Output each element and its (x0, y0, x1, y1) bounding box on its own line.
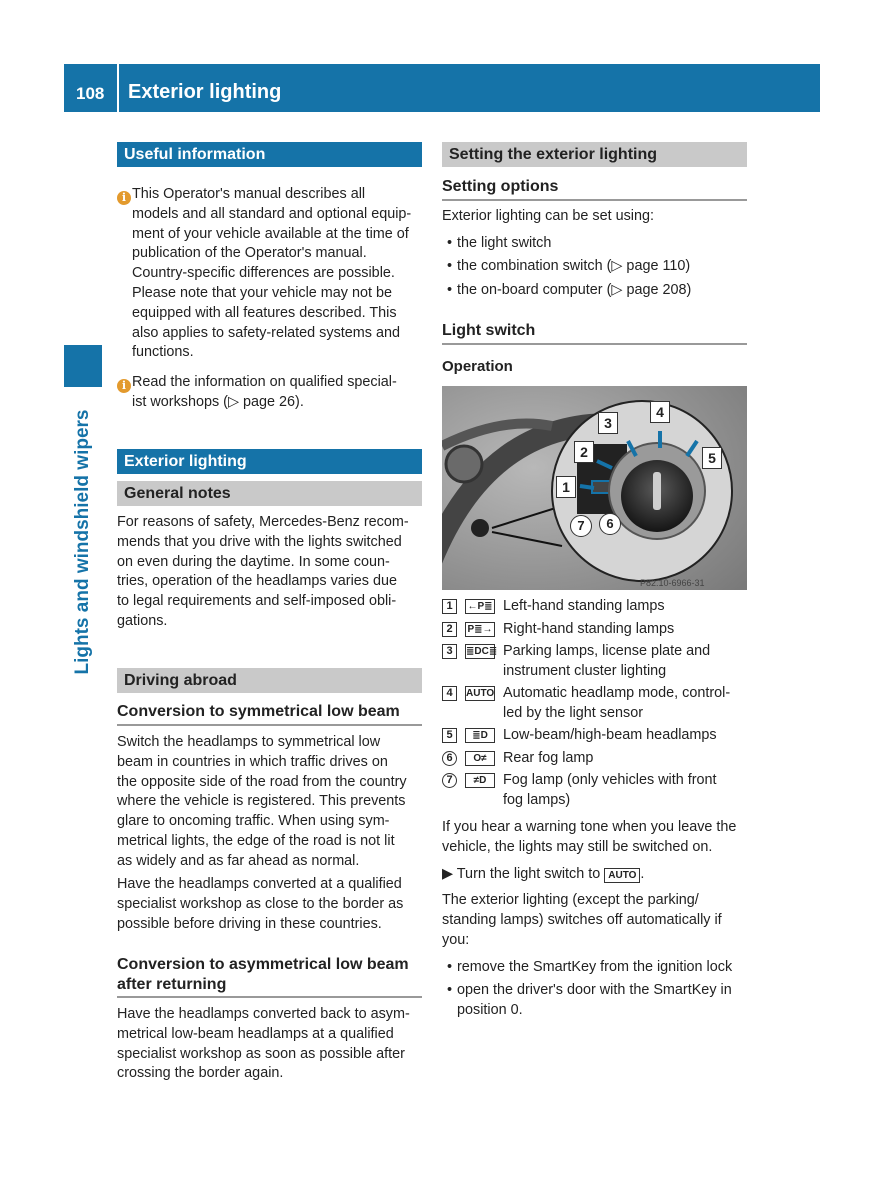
text-line: beam in countries in which traffic drives on (117, 753, 388, 770)
text-line: functions. (132, 344, 194, 361)
action-instruction (442, 865, 747, 885)
setting-bullet: • the light switch (457, 234, 551, 254)
text-line: you: (442, 931, 470, 948)
callout-4: 4 (650, 401, 670, 423)
text-line: This Operator's manual describes all (132, 186, 366, 202)
text-line: the opposite side of the road from the country (117, 773, 407, 790)
legend-text: Rear fog lamp (503, 750, 594, 766)
section-rule (442, 343, 747, 345)
useful-info-heading: Useful information (117, 142, 422, 167)
text-line: specialist workshop as soon as possible after (117, 1045, 405, 1062)
auto-symbol: AUTO (604, 868, 640, 883)
light-switch-photo (442, 386, 747, 590)
setting-bullet: • the combination switch (▷ page 110) (457, 257, 690, 277)
text-line: Switch the headlamps to symmetrical low (117, 734, 381, 750)
symmetrical-heading: Conversion to symmetrical low beam (117, 703, 400, 720)
text-line: Please note that your vehicle may not be (132, 284, 392, 301)
legend-number: 4 (442, 686, 457, 701)
setting-options-heading: Setting options (442, 178, 559, 195)
light-switch-heading: Light switch (442, 322, 536, 339)
page-number: 108 (76, 84, 105, 103)
legend-number: 5 (442, 728, 457, 743)
text-line: mends that you drive with the lights switched (117, 533, 402, 550)
legend-number: 1 (442, 599, 457, 614)
legend-symbol-icon: AUTO (466, 688, 495, 699)
legend-text: Low-beam/high-beam headlamps (503, 727, 717, 743)
text-line: Have the headlamps converted back to asym- (117, 1006, 410, 1022)
photo-code: P82.10-6966-31 (640, 578, 705, 588)
symmetrical-text (117, 733, 429, 872)
asymmetrical-text (117, 1005, 429, 1084)
legend-text: Parking lamps, license plate and instrument cluster lighting (503, 643, 711, 679)
action-suffix: . (640, 866, 645, 882)
text-line: vehicle, the lights may still be switched on. (442, 838, 713, 855)
legend-symbol-icon: P≣→ (465, 622, 495, 637)
legend-text: Right-hand standing lamps (503, 621, 675, 637)
text-line: on even during the daytime. In some coun- (117, 553, 390, 570)
side-tab-marker (64, 345, 102, 387)
legend-text: Fog lamp (only vehicles with front fog lamps) (503, 772, 717, 808)
section-rule (117, 996, 422, 998)
text-line: equipped with all features described. This (132, 304, 397, 321)
operation-heading: Operation (442, 358, 513, 375)
page-title: Exterior lighting (128, 81, 282, 103)
text-line: possible before driving in these countries. (117, 915, 382, 932)
legend-number: 6 (442, 751, 457, 766)
info-note-2-text (132, 373, 427, 413)
info-note-1 (117, 185, 427, 363)
legend-symbol-icon: ≠D (465, 773, 495, 788)
text-line: also applies to safety-related systems and (132, 324, 400, 341)
text-line: specialist workshop as close to the border as (117, 895, 404, 912)
driving-abroad-heading: Driving abroad (117, 668, 422, 693)
text-line: metrical low-beam headlamps at a qualified (117, 1025, 394, 1042)
text-line: The exterior lighting (except the parking/ (442, 892, 699, 908)
callout-1: 1 (556, 476, 576, 498)
callout-5: 5 (702, 447, 722, 469)
section-rule (442, 199, 747, 201)
text-line: to legal requirements and self-imposed obli- (117, 593, 397, 610)
text-line: standing lamps) switches off automatically if (442, 911, 722, 928)
text-line: gations. (117, 612, 168, 629)
legend-symbol-icon: ≣DC≣ (466, 646, 498, 657)
info-note-1-text (132, 185, 427, 363)
info-note-2 (117, 373, 427, 413)
side-tab-label: Lights and windshield wipers (72, 409, 93, 675)
symmetrical-text-2 (117, 875, 429, 934)
text-line: tries, operation of the headlamps varies due (117, 573, 397, 590)
text-line: If you hear a warning tone when you leave the (442, 819, 737, 835)
text-line: Have the headlamps converted at a qualified (117, 876, 402, 892)
auto-off-text (442, 891, 752, 950)
callout-7: 7 (570, 515, 592, 537)
text-line: glare to oncoming traffic. When using sym- (117, 813, 390, 830)
callout-3: 3 (598, 412, 618, 434)
light-switch-illustration (442, 386, 747, 590)
legend-text: Automatic headlamp mode, control- led by the light sensor (503, 685, 731, 721)
setting-intro: Exterior lighting can be set using: (442, 208, 654, 224)
text-line: metrical lights, the edge of the road is not lit (117, 832, 395, 849)
callout-6: 6 (599, 513, 621, 535)
legend-symbol-icon: ≣D (465, 728, 495, 743)
action-text: ▶ Turn the light switch to (442, 866, 601, 882)
info-icon: i (117, 191, 131, 205)
legend-number: 7 (442, 773, 457, 788)
legend-text: Left-hand standing lamps (503, 598, 665, 614)
general-notes-text (117, 513, 429, 632)
exterior-lighting-heading: Exterior lighting (117, 449, 422, 474)
info-icon: i (117, 379, 131, 393)
heading-line: after returning (117, 976, 227, 993)
general-notes-heading: General notes (117, 481, 422, 506)
text-line: ment of your vehicle available at the time of (132, 225, 409, 242)
section-rule (117, 724, 422, 726)
legend-symbol-icon: ←P≣ (465, 599, 495, 614)
heading-line: Conversion to asymmetrical low beam (117, 956, 409, 973)
warning-text (442, 818, 752, 858)
asymmetrical-heading (117, 955, 409, 995)
auto-off-bullet: • remove the SmartKey from the ignition lock (457, 958, 757, 978)
auto-off-bullet: • open the driver's door with the SmartKey in position 0. (457, 981, 757, 1021)
text-line: crossing the border again. (117, 1065, 284, 1082)
setting-exterior-heading: Setting the exterior lighting (442, 142, 747, 167)
legend-symbol-icon: O≠ (465, 751, 495, 766)
text-line: Read the information on qualified special- (132, 374, 397, 390)
legend-number: 2 (442, 622, 457, 637)
text-line: publication of the Operator's manual. (132, 245, 367, 262)
header-divider (117, 64, 119, 112)
text-line: as widely and as far ahead as normal. (117, 852, 360, 869)
text-line: Country-specific differences are possible. (132, 265, 395, 282)
setting-bullet: • the on-board computer (▷ page 208) (457, 281, 691, 301)
text-line: where the vehicle is registered. This prevents (117, 793, 406, 810)
callout-2: 2 (574, 441, 594, 463)
text-line: models and all standard and optional equip- (132, 205, 412, 222)
legend-number: 3 (442, 644, 457, 659)
text-line: ist workshops (▷ page 26). (132, 393, 304, 410)
text-line: For reasons of safety, Mercedes-Benz recom- (117, 514, 409, 530)
